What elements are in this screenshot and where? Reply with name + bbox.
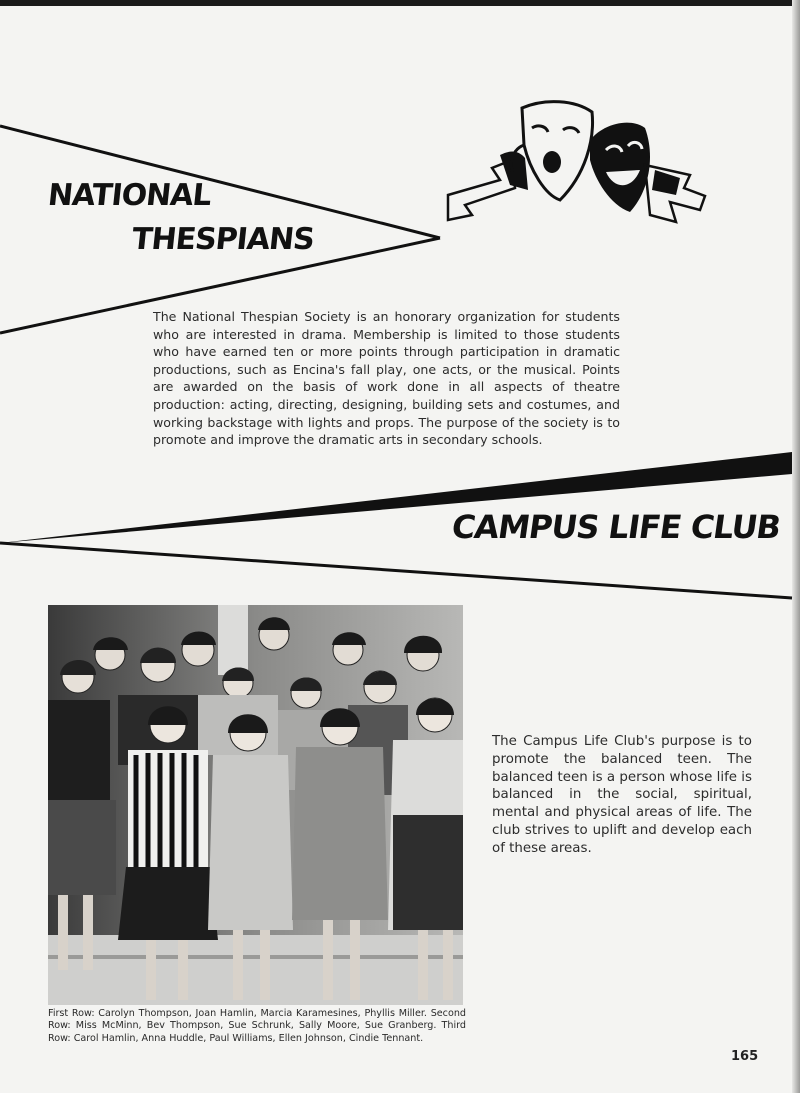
thespians-title-line2: THESPIANS bbox=[130, 222, 316, 257]
thespians-paragraph: The National Thespian Society is an honorary organization for students who are interested in drama. Membership is limited to those students who have earned ten or more points through participation in dramatic productions, such as Encina's fall play, one acts, or the musical. Points are awarded on the basis of work done in all aspects of theatre production: acting, directing, designing, building sets and costumes, and working backstage with lights and props. The purpose of the society is to promote and improve the dramatic arts in secondary schools. bbox=[153, 309, 620, 448]
page-number: 165 bbox=[731, 1049, 759, 1064]
campus-life-title: CAMPUS LIFE CLUB bbox=[449, 508, 783, 546]
group-photo-figures bbox=[48, 605, 463, 1005]
photo-caption: First Row: Carolyn Thompson, Joan Hamlin, Marcia Karamesines, Phyllis Miller. Second Row: Miss McMinn, Bev Thompson, Sue Schrunk, Sally Moore, Sue Granberg. Third Row: Carol Hamlin, Anna Huddle, Paul Williams, Ellen Johnson, Cindie Tennant. bbox=[48, 1008, 466, 1044]
thespians-title-line1: NATIONAL bbox=[46, 178, 213, 213]
campus-life-paragraph: The Campus Life Club's purpose is to promote the balanced teen. The balanced teen is a person whose life is balanced in the social, spiritual, mental and physical areas of life. The club strives to uplift and develop each of these areas. bbox=[492, 734, 752, 856]
club-group-photo bbox=[48, 605, 463, 1005]
